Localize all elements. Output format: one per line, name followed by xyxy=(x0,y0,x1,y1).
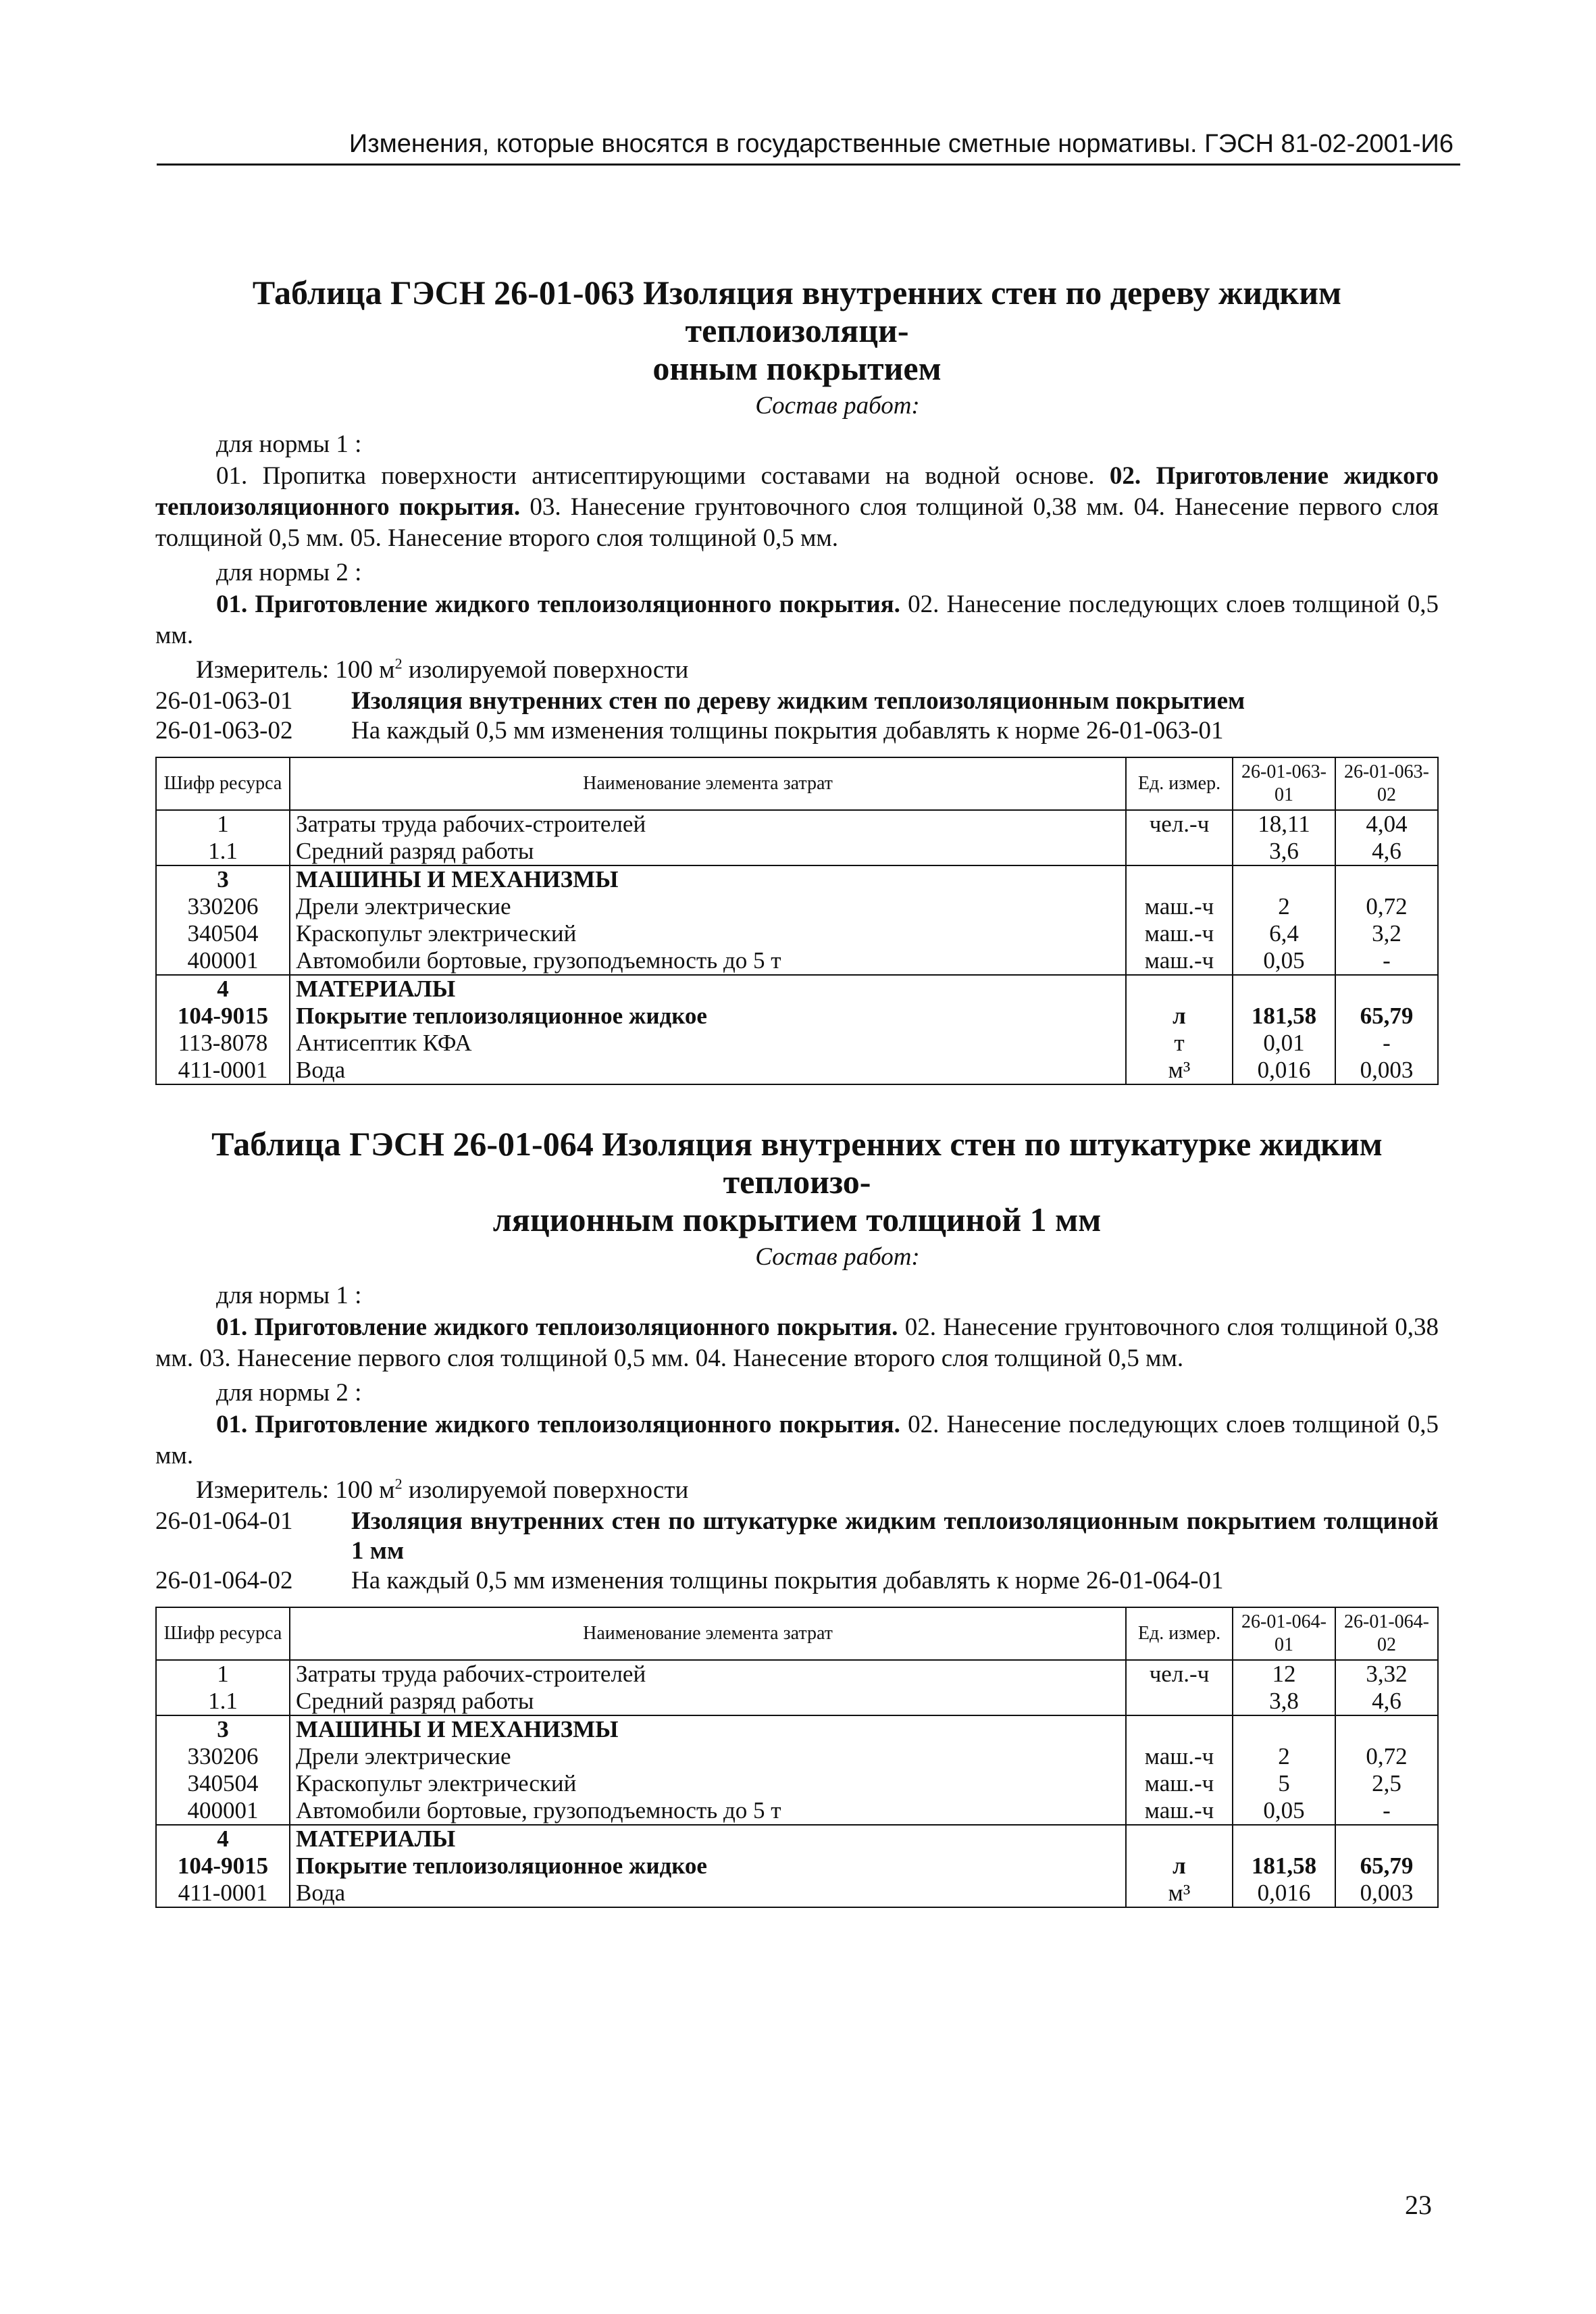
norm-code: 26-01-064-01 xyxy=(155,1507,293,1535)
resource-unit: м³ xyxy=(1126,1880,1233,1907)
resource-name: Автомобили бортовые, грузоподъемность до 5 т xyxy=(290,1797,1126,1825)
resource-unit: маш.-ч xyxy=(1126,893,1233,920)
resource-name: МАШИНЫ И МЕХАНИЗМЫ xyxy=(290,1715,1126,1743)
norm-value-1: 181,58 xyxy=(1233,1003,1335,1030)
norm-value-1: 5 xyxy=(1233,1770,1335,1797)
work-step: 02. Приготовление жидкого теплоизоляционного покрытия. xyxy=(155,462,1439,521)
table-row xyxy=(156,1770,1438,1797)
column-header: Наименование элемента затрат xyxy=(290,1607,1126,1660)
resource-name: Антисептик КФА xyxy=(290,1030,1126,1057)
column-header: 26-01-064-02 xyxy=(1335,1607,1438,1660)
measurement-description: изолируемой поверхности xyxy=(402,656,689,684)
resource-name: Автомобили бортовые, грузоподъемность до 5 т xyxy=(290,947,1126,975)
resource-unit xyxy=(1126,838,1233,865)
norm-value-2 xyxy=(1335,1825,1438,1853)
work-step: 01. Приготовление жидкого теплоизоляционного покрытия. xyxy=(216,1313,898,1341)
norm-label: для нормы 1 : xyxy=(216,1282,362,1309)
norm-value-2: 0,72 xyxy=(1335,1743,1438,1770)
table-row xyxy=(156,1825,1438,1853)
resource-code: 400001 xyxy=(156,947,290,975)
column-header: Ед. измер. xyxy=(1126,757,1233,810)
work-composition-heading: Состав работ: xyxy=(755,392,920,420)
resource-name: Дрели электрические xyxy=(290,893,1126,920)
resource-code: 113-8078 xyxy=(156,1030,290,1057)
resource-code: 411-0001 xyxy=(156,1880,290,1907)
resource-unit xyxy=(1126,1715,1233,1743)
norm-description: На каждый 0,5 мм изменения толщины покрытия добавлять к норме 26-01-064-01 xyxy=(351,1567,1224,1594)
norm-value-1: 0,016 xyxy=(1233,1057,1335,1084)
norm-value-1: 0,01 xyxy=(1233,1030,1335,1057)
work-composition-heading: Состав работ: xyxy=(755,1243,920,1271)
work-step: 01. Приготовление жидкого теплоизоляционного покрытия. xyxy=(216,590,900,618)
norm-value-1: 18,11 xyxy=(1233,810,1335,838)
table-row xyxy=(156,1003,1438,1030)
resource-code: 104-9015 xyxy=(156,1853,290,1880)
table-row xyxy=(156,920,1438,947)
measurement-value: 100 м xyxy=(335,1476,395,1504)
norm-value-1: 181,58 xyxy=(1233,1853,1335,1880)
norm-code: 26-01-063-02 xyxy=(155,717,293,745)
norm-value-2: 3,32 xyxy=(1335,1660,1438,1688)
section-title-line: ляционным покрытием толщиной 1 мм xyxy=(492,1201,1102,1238)
section-title-line: Таблица ГЭСН 26-01-063 Изоляция внутренних стен по дереву жидким теплоизоляци- xyxy=(252,274,1342,349)
norm-value-2: 4,04 xyxy=(1335,810,1438,838)
measurement-exponent: 2 xyxy=(394,1475,403,1492)
resource-table xyxy=(155,1607,1439,1908)
norm-description: На каждый 0,5 мм изменения толщины покрытия добавлять к норме 26-01-063-01 xyxy=(351,717,1224,745)
norm-value-2 xyxy=(1335,1715,1438,1743)
column-header: Наименование элемента затрат xyxy=(290,757,1126,810)
norm-value-1 xyxy=(1233,1825,1335,1853)
work-step: 01. Приготовление жидкого теплоизоляционного покрытия. xyxy=(216,1411,900,1438)
work-description xyxy=(155,1409,1439,1472)
work-step: 02. Нанесение последующих слоев толщиной 0,5 мм. xyxy=(155,1411,1439,1469)
norm-value-2: 65,79 xyxy=(1335,1853,1438,1880)
measurement-label: Измеритель: xyxy=(196,1476,336,1504)
resource-unit: маш.-ч xyxy=(1126,947,1233,975)
norm-value-2: - xyxy=(1335,1030,1438,1057)
resource-name: Затраты труда рабочих-строителей xyxy=(290,810,1126,838)
work-step: 02. Нанесение последующих слоев толщиной 0,5 мм. xyxy=(155,590,1439,649)
resource-name: Средний разряд работы xyxy=(290,838,1126,865)
measurement-label: Измеритель: xyxy=(196,656,336,684)
section-title-line: онным покрытием xyxy=(652,349,942,387)
norm-value-1: 3,8 xyxy=(1233,1688,1335,1715)
norm-value-2: - xyxy=(1335,1797,1438,1825)
table-row xyxy=(156,1057,1438,1084)
norm-value-1: 12 xyxy=(1233,1660,1335,1688)
resource-name: Вода xyxy=(290,1057,1126,1084)
resource-name: Затраты труда рабочих-строителей xyxy=(290,1660,1126,1688)
norm-line xyxy=(155,1566,1439,1596)
table-row xyxy=(156,1660,1438,1688)
table-row xyxy=(156,947,1438,975)
table-row xyxy=(156,1880,1438,1907)
resource-unit: чел.-ч xyxy=(1126,1660,1233,1688)
column-header: Ед. измер. xyxy=(1126,1607,1233,1660)
column-header: Шифр ресурса xyxy=(156,1607,290,1660)
work-description xyxy=(155,1312,1439,1374)
resource-name: Краскопульт электрический xyxy=(290,920,1126,947)
norm-value-1 xyxy=(1233,975,1335,1003)
resource-code: 4 xyxy=(156,1825,290,1853)
resource-unit: м³ xyxy=(1126,1057,1233,1084)
norm-value-1: 6,4 xyxy=(1233,920,1335,947)
norm-value-2 xyxy=(1335,865,1438,893)
norm-value-2: 65,79 xyxy=(1335,1003,1438,1030)
resource-unit: л xyxy=(1126,1003,1233,1030)
table-row xyxy=(156,1688,1438,1715)
measurement-exponent: 2 xyxy=(394,655,403,672)
resource-unit: л xyxy=(1126,1853,1233,1880)
resource-code: 1 xyxy=(156,810,290,838)
norm-code: 26-01-063-01 xyxy=(155,687,293,715)
norm-value-2: 2,5 xyxy=(1335,1770,1438,1797)
resource-table xyxy=(155,757,1439,1085)
resource-unit xyxy=(1126,975,1233,1003)
resource-unit: маш.-ч xyxy=(1126,1797,1233,1825)
table-row xyxy=(156,1853,1438,1880)
resource-name: Покрытие теплоизоляционное жидкое xyxy=(290,1853,1126,1880)
table-row xyxy=(156,975,1438,1003)
norm-value-1: 2 xyxy=(1233,1743,1335,1770)
table-row xyxy=(156,893,1438,920)
norm-value-1: 0,05 xyxy=(1233,1797,1335,1825)
section-title xyxy=(155,1125,1439,1238)
norm-value-2: - xyxy=(1335,947,1438,975)
table-row xyxy=(156,1797,1438,1825)
norm-value-2: 4,6 xyxy=(1335,838,1438,865)
resource-code: 330206 xyxy=(156,1743,290,1770)
work-description xyxy=(155,589,1439,651)
work-step: 02. Нанесение грунтовочного слоя толщиной 0,38 мм. 03. Нанесение первого слоя толщиной 0,5 мм. 04. Нанесение второго слоя толщиной 0,5 мм. xyxy=(155,1313,1439,1372)
table-row xyxy=(156,865,1438,893)
norm-description: Изоляция внутренних стен по штукатурке жидким теплоизоляционным покрытием толщиной 1 мм xyxy=(351,1507,1439,1565)
norm-value-2: 0,003 xyxy=(1335,1880,1438,1907)
norm-value-1: 3,6 xyxy=(1233,838,1335,865)
resource-name: Покрытие теплоизоляционное жидкое xyxy=(290,1003,1126,1030)
norm-value-2: 4,6 xyxy=(1335,1688,1438,1715)
resource-code: 3 xyxy=(156,865,290,893)
table-section-064 xyxy=(155,1125,1439,1908)
measurement-description: изолируемой поверхности xyxy=(402,1476,689,1504)
resource-code: 4 xyxy=(156,975,290,1003)
resource-unit xyxy=(1126,1825,1233,1853)
column-header: 26-01-064-01 xyxy=(1233,1607,1335,1660)
measurement-unit xyxy=(155,654,1439,686)
table-header-row xyxy=(156,757,1438,810)
resource-unit: маш.-ч xyxy=(1126,1743,1233,1770)
section-title xyxy=(155,274,1439,387)
table-row xyxy=(156,838,1438,865)
table-row xyxy=(156,1743,1438,1770)
running-header: Изменения, которые вносятся в государственные сметные нормативы. ГЭСН 81-02-2001-И6 xyxy=(157,127,1460,166)
table-header-row xyxy=(156,1607,1438,1660)
measurement-value: 100 м xyxy=(335,656,395,684)
resource-unit xyxy=(1126,1688,1233,1715)
page-number: 23 xyxy=(1405,2190,1432,2220)
resource-unit: маш.-ч xyxy=(1126,920,1233,947)
norm-line xyxy=(155,716,1439,746)
resource-name: МАТЕРИАЛЫ xyxy=(290,975,1126,1003)
resource-unit: маш.-ч xyxy=(1126,1770,1233,1797)
table-row xyxy=(156,810,1438,838)
resource-code: 1.1 xyxy=(156,838,290,865)
table-row xyxy=(156,1715,1438,1743)
work-step: 03. Нанесение грунтовочного слоя толщиной 0,38 мм. 04. Нанесение первого слоя толщиной 0,5 мм. 05. Нанесение второго слоя толщиной 0,5 мм. xyxy=(155,493,1439,552)
column-header: Шифр ресурса xyxy=(156,757,290,810)
resource-name: Вода xyxy=(290,1880,1126,1907)
resource-unit: чел.-ч xyxy=(1126,810,1233,838)
resource-name: МАТЕРИАЛЫ xyxy=(290,1825,1126,1853)
norm-label: для нормы 1 : xyxy=(216,430,362,458)
norm-value-2 xyxy=(1335,975,1438,1003)
norm-value-1 xyxy=(1233,865,1335,893)
norm-value-1: 0,05 xyxy=(1233,947,1335,975)
resource-name: Средний разряд работы xyxy=(290,1688,1126,1715)
norm-value-1 xyxy=(1233,1715,1335,1743)
resource-code: 104-9015 xyxy=(156,1003,290,1030)
norm-code: 26-01-064-02 xyxy=(155,1567,293,1594)
norm-label: для нормы 2 : xyxy=(216,1379,362,1407)
column-header: 26-01-063-02 xyxy=(1335,757,1438,810)
resource-code: 1 xyxy=(156,1660,290,1688)
norm-value-1: 2 xyxy=(1233,893,1335,920)
resource-name: МАШИНЫ И МЕХАНИЗМЫ xyxy=(290,865,1126,893)
norm-value-2: 3,2 xyxy=(1335,920,1438,947)
resource-code: 411-0001 xyxy=(156,1057,290,1084)
resource-code: 340504 xyxy=(156,1770,290,1797)
resource-code: 330206 xyxy=(156,893,290,920)
norm-value-1: 0,016 xyxy=(1233,1880,1335,1907)
resource-name: Дрели электрические xyxy=(290,1743,1126,1770)
resource-code: 400001 xyxy=(156,1797,290,1825)
resource-code: 3 xyxy=(156,1715,290,1743)
work-step: 01. Пропитка поверхности антисептирующими составами на водной основе. xyxy=(216,462,1110,490)
table-row xyxy=(156,1030,1438,1057)
resource-code: 1.1 xyxy=(156,1688,290,1715)
table-section-063 xyxy=(155,274,1439,1085)
resource-code: 340504 xyxy=(156,920,290,947)
norm-label: для нормы 2 : xyxy=(216,559,362,586)
work-description xyxy=(155,461,1439,554)
resource-unit: т xyxy=(1126,1030,1233,1057)
norm-value-2: 0,003 xyxy=(1335,1057,1438,1084)
section-title-line: Таблица ГЭСН 26-01-064 Изоляция внутренних стен по штукатурке жидким теплоизо- xyxy=(211,1125,1383,1201)
norm-value-2: 0,72 xyxy=(1335,893,1438,920)
norm-description: Изоляция внутренних стен по дереву жидким теплоизоляционным покрытием xyxy=(351,687,1245,715)
measurement-unit xyxy=(155,1474,1439,1507)
norm-line xyxy=(155,1507,1439,1566)
resource-name: Краскопульт электрический xyxy=(290,1770,1126,1797)
resource-unit xyxy=(1126,865,1233,893)
column-header: 26-01-063-01 xyxy=(1233,757,1335,810)
norm-line xyxy=(155,686,1439,716)
